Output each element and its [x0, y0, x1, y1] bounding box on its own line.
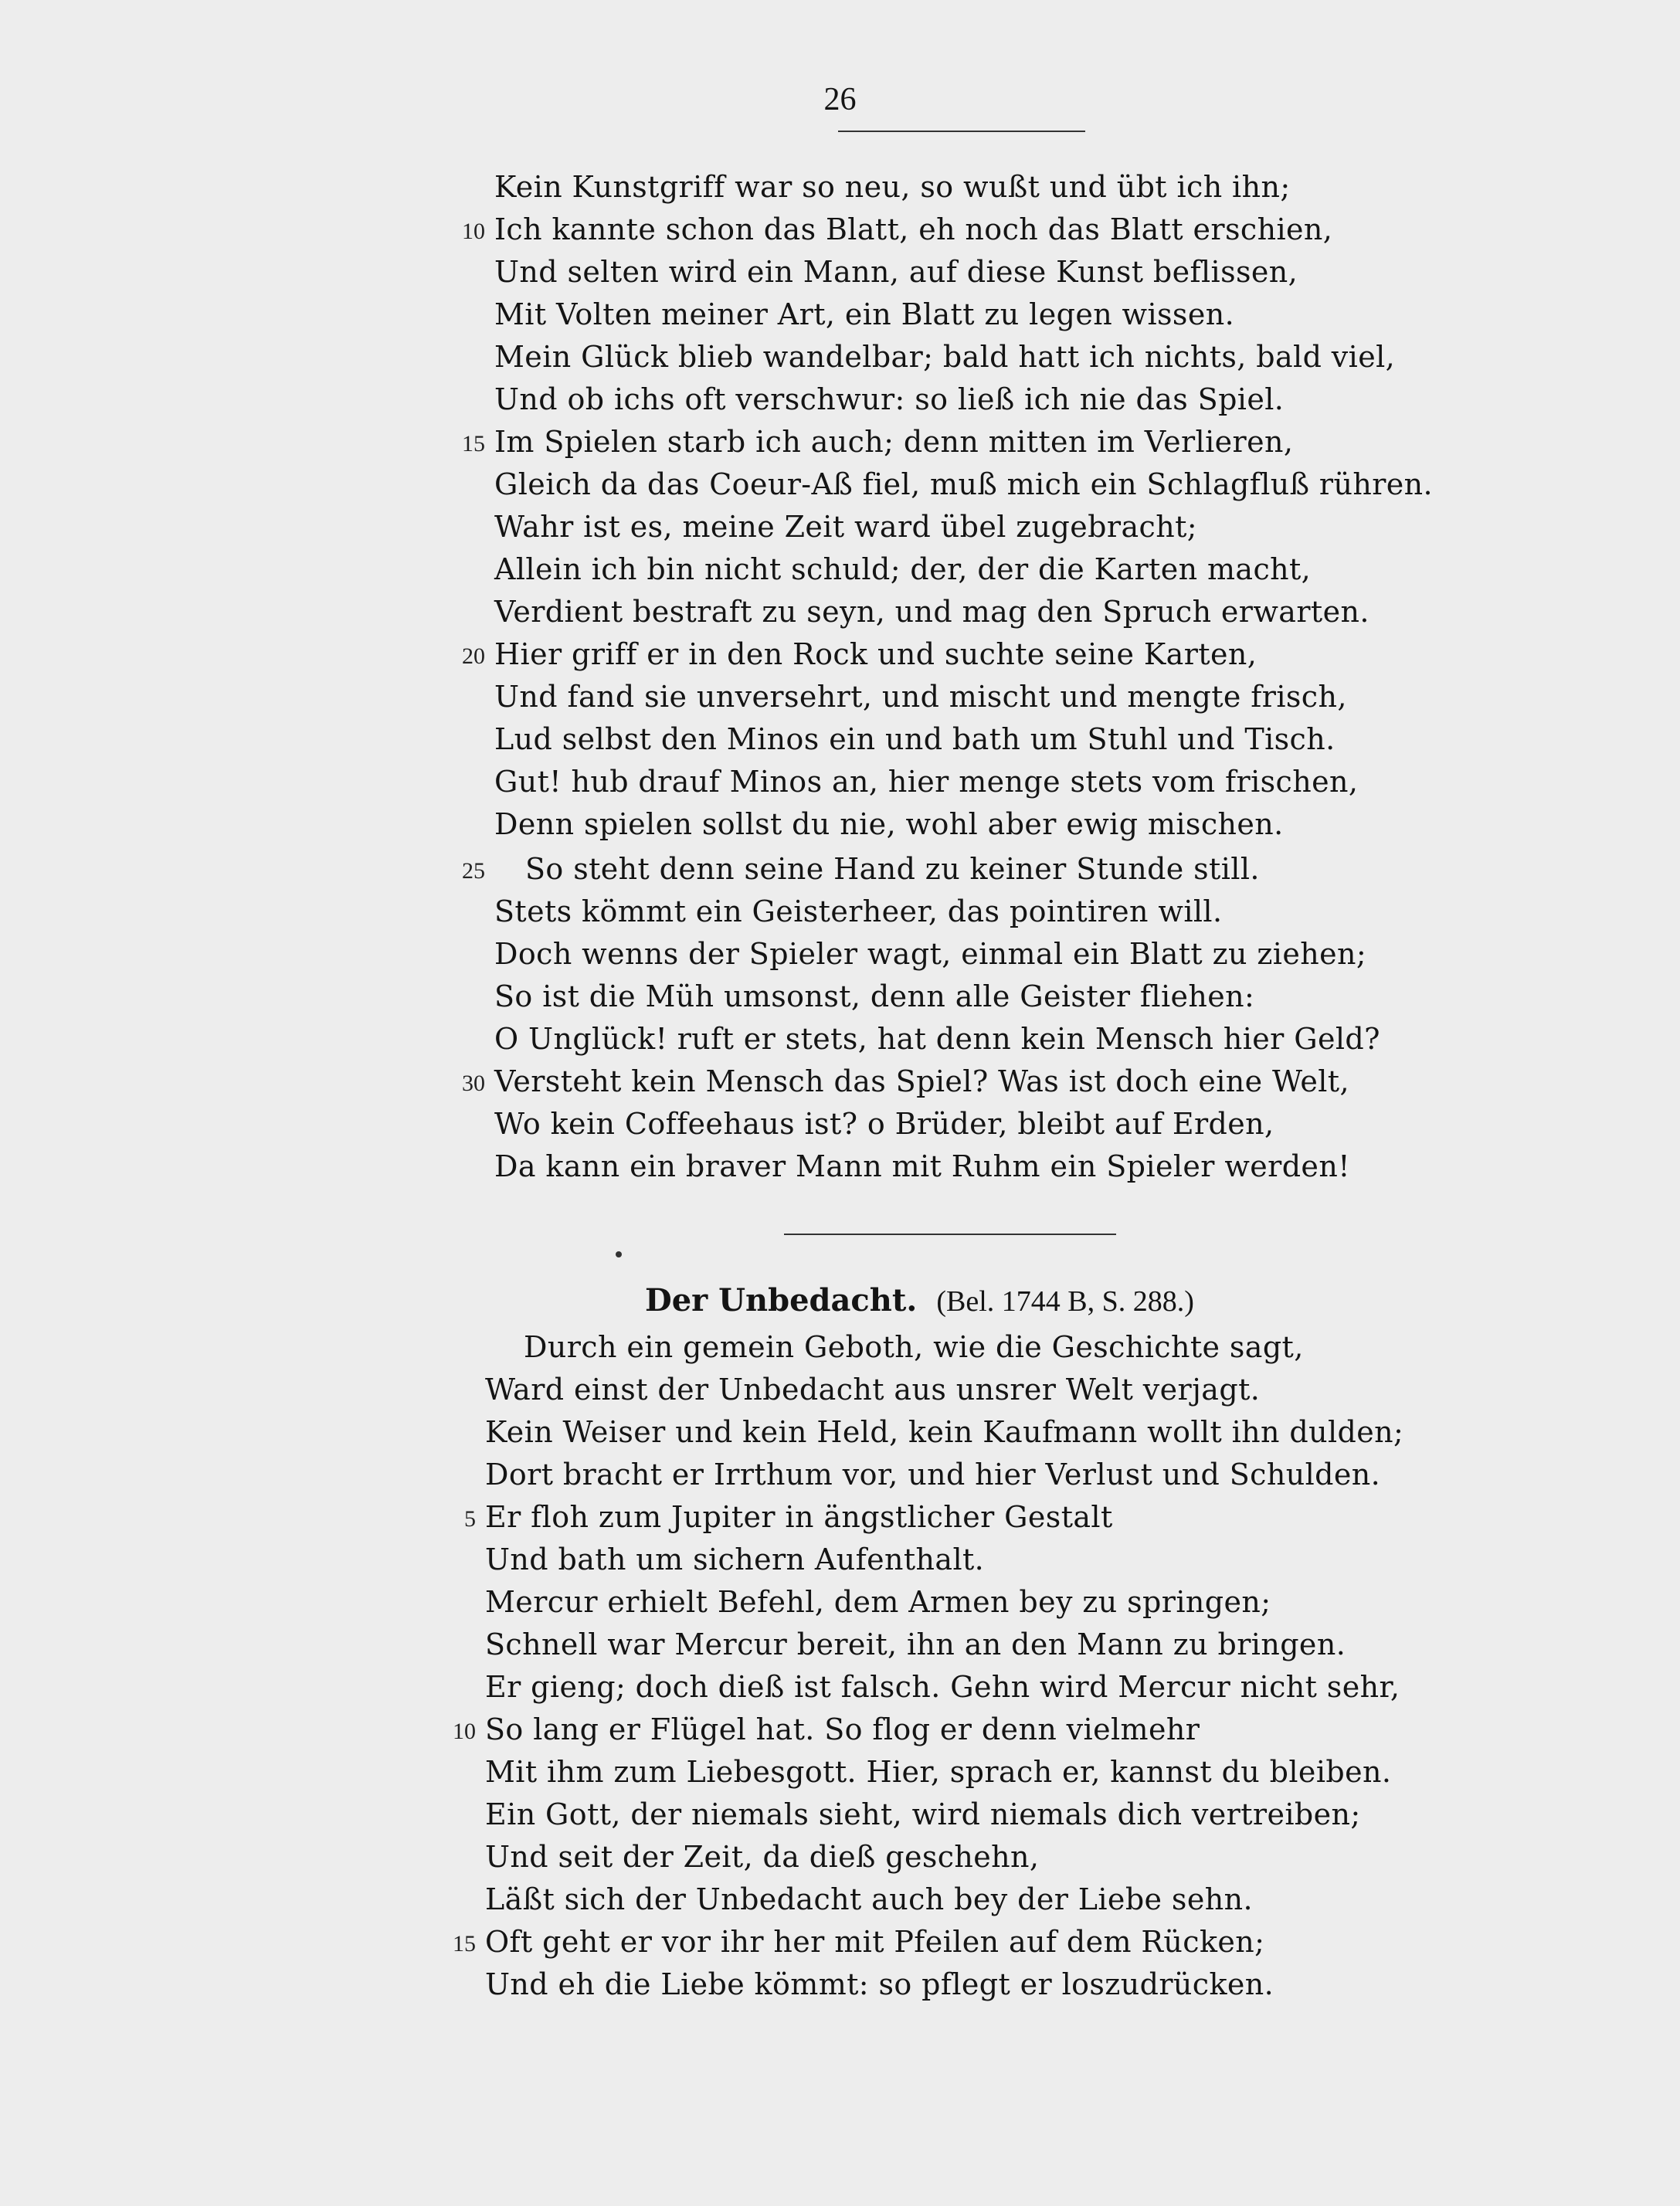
- verse-text: Ward einst der Unbedacht aus unsrer Welt verjagt.: [485, 1373, 1261, 1407]
- verse-text: O Unglück! ruft er stets, hat denn kein Mensch hier Geld?: [494, 1022, 1380, 1056]
- verse-line: [0, 1415, 1622, 1457]
- verse-line: [0, 1967, 1622, 2009]
- verse-line: [0, 852, 1622, 894]
- verse-line: [0, 1022, 1622, 1064]
- verse-line: [0, 722, 1622, 764]
- verse-text: Stets kömmt ein Geisterheer, das pointiren will.: [494, 894, 1223, 928]
- verse-line: [0, 637, 1622, 679]
- verse-text: Da kann ein braver Mann mit Ruhm ein Spieler werden!: [494, 1149, 1350, 1183]
- verse-line: [0, 1149, 1622, 1191]
- verse-text: Läßt sich der Unbedacht auch bey der Liebe sehn.: [485, 1882, 1253, 1916]
- verse-line: [0, 1107, 1622, 1149]
- verse-line: [0, 1458, 1622, 1499]
- verse-line: [0, 1330, 1622, 1372]
- line-number: 10: [462, 219, 485, 244]
- verse-line: [0, 765, 1622, 806]
- verse-text: Kein Weiser und kein Held, kein Kaufmann wollt ihn dulden;: [485, 1415, 1404, 1449]
- verse-line: [0, 1500, 1622, 1542]
- verse-text: Denn spielen sollst du nie, wohl aber ewig mischen.: [494, 807, 1284, 841]
- page-number: 26: [823, 82, 857, 117]
- verse-line: [0, 467, 1622, 509]
- verse-text: Und fand sie unversehrt, und mischt und mengte frisch,: [494, 680, 1347, 714]
- verse-text: Mein Glück blieb wandelbar; bald hatt ich nichts, bald viel,: [494, 340, 1396, 374]
- verse-line: [0, 1882, 1622, 1924]
- poem-2-reference: (Bel. 1744 B, S. 288.): [936, 1285, 1194, 1318]
- top-rule: [838, 131, 1085, 132]
- verse-line: [0, 595, 1622, 636]
- section-divider: [784, 1234, 1116, 1235]
- verse-text: Oft geht er vor ihr her mit Pfeilen auf dem Rücken;: [485, 1925, 1265, 1959]
- verse-text: Dort bracht er Irrthum vor, und hier Verlust und Schulden.: [485, 1458, 1381, 1492]
- verse-text: Wo kein Coffeehaus ist? o Brüder, bleibt auf Erden,: [494, 1107, 1274, 1141]
- verse-line: [0, 212, 1622, 254]
- verse-text: Hier griff er in den Rock und suchte seine Karten,: [494, 637, 1257, 671]
- verse-line: [0, 1712, 1622, 1754]
- verse-text: Mit Volten meiner Art, ein Blatt zu legen wissen.: [494, 297, 1235, 331]
- verse-text: Wahr ist es, meine Zeit ward übel zugebracht;: [494, 510, 1197, 544]
- verse-text: Mercur erhielt Befehl, dem Armen bey zu springen;: [485, 1585, 1271, 1619]
- verse-text: Ein Gott, der niemals sieht, wird niemals dich vertreiben;: [485, 1797, 1361, 1831]
- verse-line: [0, 807, 1622, 849]
- verse-line: [0, 170, 1622, 212]
- poem-2-heading: [645, 1282, 1194, 1319]
- verse-line: [0, 1585, 1622, 1627]
- verse-text: Allein ich bin nicht schuld; der, der die Karten macht,: [494, 552, 1312, 586]
- line-number: 15: [462, 431, 485, 456]
- verse-text: Kein Kunstgriff war so neu, so wußt und übt ich ihn;: [494, 170, 1291, 204]
- verse-text: Gleich da das Coeur-Aß fiel, muß mich ein Schlagfluß rühren.: [494, 467, 1434, 501]
- verse-text: Doch wenns der Spieler wagt, einmal ein Blatt zu ziehen;: [494, 937, 1367, 971]
- verse-text: Und eh die Liebe kömmt: so pflegt er loszudrücken.: [485, 1967, 1274, 2001]
- verse-line: [0, 1373, 1622, 1414]
- verse-text: Und selten wird ein Mann, auf diese Kunst beflissen,: [494, 255, 1298, 289]
- verse-text: Und seit der Zeit, da dieß geschehn,: [485, 1840, 1040, 1874]
- verse-text: Verdient bestraft zu seyn, und mag den Spruch erwarten.: [494, 595, 1369, 629]
- verse-line: [0, 552, 1622, 594]
- verse-line: [0, 1627, 1622, 1669]
- verse-text: Mit ihm zum Liebesgott. Hier, sprach er, kannst du bleiben.: [485, 1755, 1392, 1789]
- line-number: 10: [453, 1719, 476, 1744]
- verse-text: Im Spielen starb ich auch; denn mitten im Verlieren,: [494, 425, 1294, 459]
- verse-text: So lang er Flügel hat. So flog er denn vielmehr: [485, 1712, 1200, 1746]
- verse-text: So steht denn seine Hand zu keiner Stunde still.: [525, 852, 1260, 886]
- verse-line: [0, 1755, 1622, 1797]
- verse-text: Er floh zum Jupiter in ängstlicher Gestalt: [485, 1500, 1113, 1534]
- verse-line: [0, 1840, 1622, 1882]
- poem-2-title: Der Unbedacht.: [645, 1282, 918, 1319]
- verse-line: [0, 1925, 1622, 1967]
- verse-line: [0, 1797, 1622, 1839]
- line-number: 15: [453, 1931, 476, 1957]
- verse-line: [0, 680, 1622, 721]
- ink-speck: [616, 1251, 622, 1257]
- verse-text: Lud selbst den Minos ein und bath um Stuhl und Tisch.: [494, 722, 1336, 756]
- verse-line: [0, 340, 1622, 382]
- verse-text: Und ob ichs oft verschwur: so ließ ich nie das Spiel.: [494, 382, 1285, 416]
- verse-line: [0, 979, 1622, 1021]
- verse-text: Schnell war Mercur bereit, ihn an den Mann zu bringen.: [485, 1627, 1346, 1661]
- line-number: 30: [462, 1071, 485, 1096]
- verse-line: [0, 297, 1622, 339]
- verse-line: [0, 382, 1622, 424]
- verse-line: [0, 1064, 1622, 1106]
- verse-line: [0, 1670, 1622, 1712]
- line-number: 5: [464, 1506, 476, 1532]
- verse-line: [0, 894, 1622, 936]
- verse-text: Durch ein gemein Geboth, wie die Geschichte sagt,: [524, 1330, 1304, 1364]
- verse-line: [0, 255, 1622, 297]
- verse-text: Und bath um sichern Aufenthalt.: [485, 1543, 985, 1576]
- verse-text: Er gieng; doch dieß ist falsch. Gehn wird Mercur nicht sehr,: [485, 1670, 1400, 1704]
- verse-line: [0, 425, 1622, 467]
- verse-line: [0, 1543, 1622, 1584]
- verse-text: So ist die Müh umsonst, denn alle Geister fliehen:: [494, 979, 1255, 1013]
- verse-line: [0, 937, 1622, 979]
- line-number: 25: [462, 858, 485, 884]
- verse-text: Ich kannte schon das Blatt, eh noch das Blatt erschien,: [494, 212, 1333, 246]
- verse-text: Gut! hub drauf Minos an, hier menge stets vom frischen,: [494, 765, 1359, 799]
- verse-line: [0, 510, 1622, 552]
- verse-text: Versteht kein Mensch das Spiel? Was ist doch eine Welt,: [494, 1064, 1349, 1098]
- line-number: 20: [462, 643, 485, 669]
